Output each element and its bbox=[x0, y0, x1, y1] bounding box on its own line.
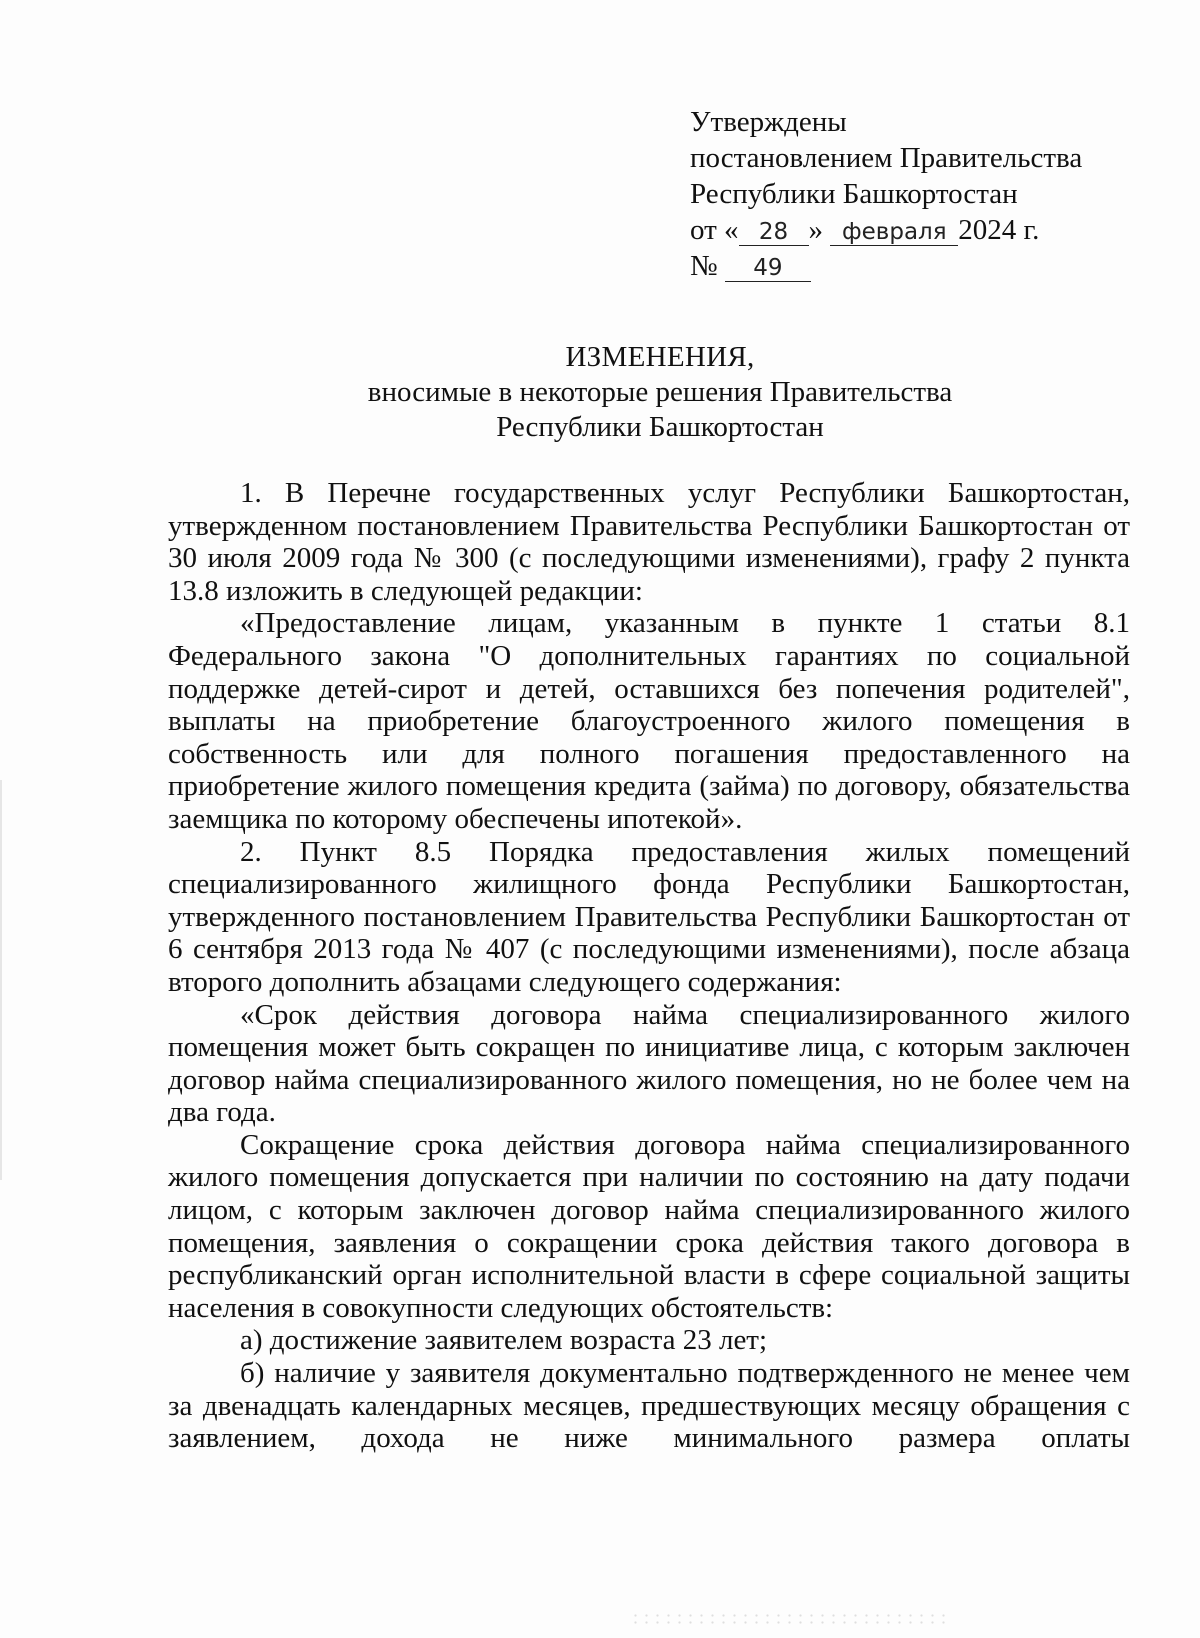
date-month-field: февраля bbox=[830, 219, 958, 246]
date-mid: » bbox=[808, 214, 824, 246]
paragraph-7: б) наличие у заявителя документально подтвержденного не менее чем за двенадцать календарных месяцев, предшествующих месяцу обращения с заявлением, дохода не ниже минимального размера оплаты bbox=[168, 1357, 1130, 1455]
date-day-field: 28 bbox=[739, 219, 809, 246]
paragraph-3: 2. Пункт 8.5 Порядка предоставления жилых помещений специализированного жилищного фонда Республики Башкортостан, утвержденного постановлением Правительства Республики Башкортостан от 6 сентября 2013 года № 407 (с последующими изменениями), после абзаца второго дополнить абзацами следующего содержания: bbox=[168, 835, 1130, 998]
document-title-block bbox=[168, 340, 1152, 445]
scan-edge-artifact bbox=[0, 780, 2, 1180]
paragraph-1: 1. В Перечне государственных услуг Республики Башкортостан, утвержденном постановлением Правительства Республики Башкортостан от 30 июля 2009 года № 300 (с последующими изменениями), графу 2 пункта 13.8 изложить в следующей редакции: bbox=[168, 477, 1130, 607]
date-prefix: от « bbox=[690, 214, 739, 246]
scan-noise-artifact bbox=[630, 1612, 950, 1624]
approval-line-2: постановлением Правительства bbox=[690, 142, 1083, 174]
approval-stamp-block bbox=[690, 104, 1150, 284]
number-sign: № bbox=[690, 250, 718, 282]
paragraph-4: «Срок действия договора найма специализированного жилого помещения может быть сокращен по инициативе лица, с которым заключен договор найма специализированного жилого помещения, но не более чем на два года. bbox=[168, 998, 1130, 1129]
approval-line-1: Утверждены bbox=[690, 106, 847, 138]
approval-line-3: Республики Башкортостан bbox=[690, 178, 1018, 210]
document-heading: ИЗМЕНЕНИЯ, bbox=[565, 341, 755, 373]
approval-number-line bbox=[690, 248, 1150, 284]
paragraph-2: «Предоставление лицам, указанным в пункте 1 статьи 8.1 Федерального закона "О дополнительных гарантиях по социальной поддержке детей-сирот и детей, оставшихся без попечения родителей", выплаты на приобретение благоустроенного жилого помещения в собственность или для полного погашения предоставленного на приобретение жилого помещения кредита (займа) по договору, обязательства заемщика по которому обеспечены ипотекой». bbox=[168, 607, 1130, 835]
approval-date-line bbox=[690, 212, 1150, 248]
document-body bbox=[168, 477, 1130, 1455]
document-number-field: 49 bbox=[725, 255, 811, 282]
date-year: 2024 г. bbox=[958, 214, 1040, 246]
paragraph-5: Сокращение срока действия договора найма специализированного жилого помещения допускается при наличии по состоянию на дату подачи лицом, с которым заключен договор найма специализированного жилого помещения, заявления о сокращении срока действия такого договора в республиканский орган исполнительной власти в сфере социальной защиты населения в совокупности следующих обстоятельств: bbox=[168, 1128, 1130, 1324]
document-subtitle-line-2: Республики Башкортостан bbox=[496, 411, 824, 443]
document-subtitle-line-1: вносимые в некоторые решения Правительства bbox=[367, 376, 953, 408]
paragraph-6: а) достижение заявителем возраста 23 лет; bbox=[240, 1324, 768, 1357]
